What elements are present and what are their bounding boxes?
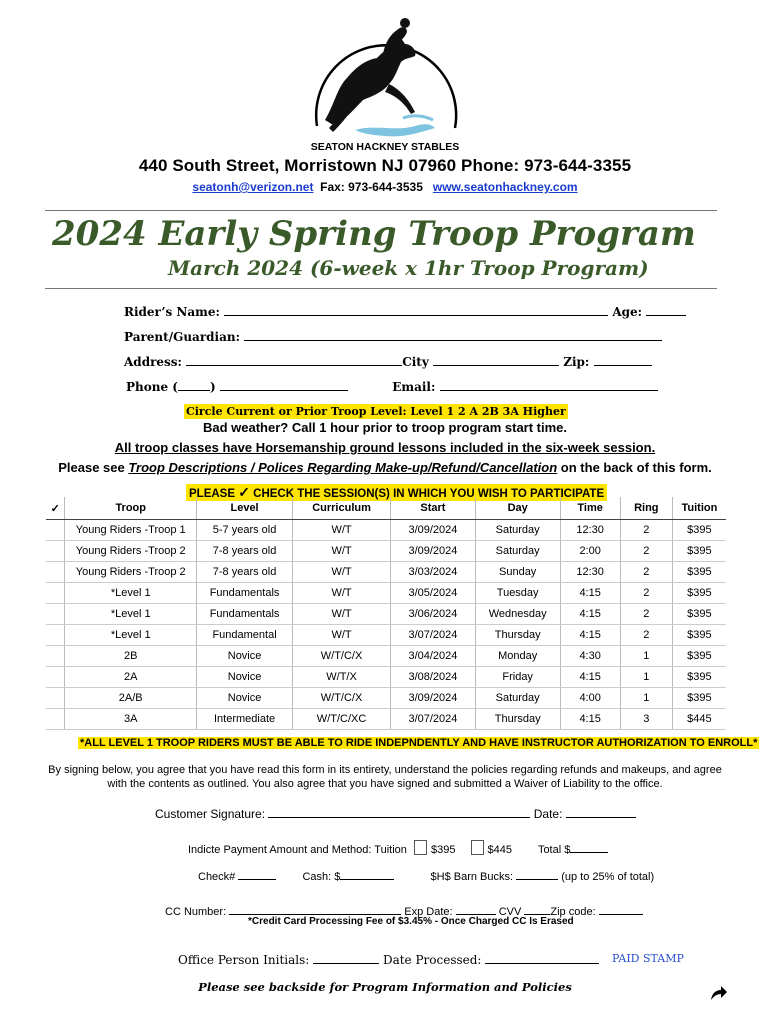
troop-schedule-table xyxy=(46,497,726,730)
circle-level-line: Circle Current or Prior Troop Level: Level 1 2 A 2B 3A Higher xyxy=(186,405,566,418)
check-header-prefix: PLEASE xyxy=(189,488,239,500)
check-number-label: Check# xyxy=(198,871,236,883)
cell-day: Thursday xyxy=(475,625,560,646)
logo-text: SEATON HACKNEY STABLES xyxy=(310,141,460,153)
cell-day: Sunday xyxy=(475,562,560,583)
table-header-row xyxy=(46,497,726,520)
check-number-field[interactable] xyxy=(238,868,276,880)
table-row xyxy=(46,667,726,688)
session-checkbox-cell[interactable] xyxy=(46,562,65,583)
phone-field[interactable] xyxy=(220,379,348,391)
cc-exp-field[interactable] xyxy=(456,903,496,915)
table-row xyxy=(46,625,726,646)
cc-zip-label: Zip code: xyxy=(550,906,596,918)
cc-cvv-field[interactable] xyxy=(524,903,550,915)
fax-number: Fax: 973-644-3535 xyxy=(320,180,423,194)
checkmark-icon: ✓ xyxy=(238,484,250,500)
cell-time: 4:15 xyxy=(560,667,620,688)
signature-date-label: Date: xyxy=(533,807,563,821)
col-day: Day xyxy=(475,497,560,520)
rider-name-label: Rider’s Name: xyxy=(124,305,220,319)
age-label: Age: xyxy=(612,305,643,319)
phone-label: Phone ( xyxy=(126,380,178,394)
office-row xyxy=(178,952,599,967)
total-label: Total $ xyxy=(537,844,571,856)
backside-note: Please see backside for Program Information and Policies xyxy=(198,980,572,994)
table-row xyxy=(46,646,726,667)
website-link[interactable]: www.seatonhackney.com xyxy=(432,180,578,194)
session-checkbox-cell[interactable] xyxy=(46,646,65,667)
email-field[interactable] xyxy=(440,379,658,391)
ground-lessons-note: All troop classes have Horsemanship ground lessons included in the six-week session. xyxy=(114,440,656,455)
contact-line xyxy=(0,180,770,194)
cell-time: 4:15 xyxy=(560,604,620,625)
cell-curriculum: W/T xyxy=(293,541,391,562)
cell-curriculum: W/T xyxy=(293,583,391,604)
turn-page-arrow-icon[interactable] xyxy=(708,983,728,1003)
cell-curriculum: W/T/C/X xyxy=(293,688,391,709)
phone-paren: ) xyxy=(209,380,216,394)
tuition-395-label: $395 xyxy=(430,844,456,856)
cell-troop: 2B xyxy=(65,646,197,667)
cell-start: 3/05/2024 xyxy=(391,583,476,604)
date-processed-label: Date Processed: xyxy=(382,953,482,967)
session-checkbox-cell[interactable] xyxy=(46,709,65,730)
cell-level: Fundamentals xyxy=(197,583,293,604)
cell-ring: 1 xyxy=(620,646,672,667)
address-label: Address: xyxy=(124,355,182,369)
title-divider xyxy=(45,288,717,289)
payment-label: Indicte Payment Amount and Method: Tuition xyxy=(188,844,407,856)
cell-tuition: $395 xyxy=(672,562,726,583)
cell-start: 3/09/2024 xyxy=(391,688,476,709)
parent-label: Parent/Guardian: xyxy=(124,330,241,344)
rider-name-row xyxy=(124,304,686,319)
cell-curriculum: W/T xyxy=(293,604,391,625)
cell-time: 4:00 xyxy=(560,688,620,709)
tuition-445-label: $445 xyxy=(487,844,513,856)
cell-start: 3/04/2024 xyxy=(391,646,476,667)
cell-time: 12:30 xyxy=(560,562,620,583)
agreement-text: By signing below, you agree that you have read this form in its entirety, understand the policies regarding refunds and makeups, and agree with the contents as outlined. You also agree that you have signed and submitted a Waiver of Liability to the office. xyxy=(48,764,722,790)
cell-ring: 2 xyxy=(620,583,672,604)
cell-tuition: $395 xyxy=(672,667,726,688)
cell-day: Monday xyxy=(475,646,560,667)
cell-level: 7-8 years old xyxy=(197,562,293,583)
cell-troop: 3A xyxy=(65,709,197,730)
cell-troop: Young Riders -Troop 2 xyxy=(65,562,197,583)
session-checkbox-cell[interactable] xyxy=(46,688,65,709)
office-initials-label: Office Person Initials: xyxy=(178,953,310,967)
bad-weather-note: Bad weather? Call 1 hour prior to troop program start time. xyxy=(202,420,568,435)
cell-day: Saturday xyxy=(475,541,560,562)
cc-number-label: CC Number: xyxy=(165,906,227,918)
session-checkbox-cell[interactable] xyxy=(46,604,65,625)
cell-level: 5-7 years old xyxy=(197,520,293,541)
address-field[interactable] xyxy=(186,354,402,366)
cell-tuition: $395 xyxy=(672,583,726,604)
cell-tuition: $395 xyxy=(672,604,726,625)
top-divider xyxy=(45,210,717,211)
cash-label: Cash: $ xyxy=(302,871,341,883)
paid-stamp-label: PAID STAMP xyxy=(612,952,684,965)
city-label: City xyxy=(402,355,429,369)
signature-label: Customer Signature: xyxy=(155,807,266,821)
session-checkbox-cell[interactable] xyxy=(46,541,65,562)
parent-field[interactable] xyxy=(244,329,662,341)
cell-start: 3/07/2024 xyxy=(391,709,476,730)
cell-tuition: $395 xyxy=(672,688,726,709)
payment-row xyxy=(188,840,608,856)
date-processed-field[interactable] xyxy=(485,952,599,964)
zip-field[interactable] xyxy=(594,354,652,366)
cell-ring: 2 xyxy=(620,541,672,562)
cc-cvv-label: CVV xyxy=(498,906,522,918)
cell-start: 3/03/2024 xyxy=(391,562,476,583)
cell-troop: 2A xyxy=(65,667,197,688)
area-code-field[interactable] xyxy=(178,379,210,391)
col-level: Level xyxy=(197,497,293,520)
address-line: 440 South Street, Morristown NJ 07960 Phone: 973-644-3355 xyxy=(138,156,632,175)
cell-level: Intermediate xyxy=(197,709,293,730)
phone-row xyxy=(126,379,658,394)
cell-level: 7-8 years old xyxy=(197,541,293,562)
cell-tuition: $395 xyxy=(672,520,726,541)
policies-link: Troop Descriptions / Polices Regarding Make-up/Refund/Cancellation xyxy=(128,460,558,475)
col-troop: Troop xyxy=(65,497,197,520)
cell-level: Novice xyxy=(197,667,293,688)
tuition-445-checkbox[interactable] xyxy=(471,840,484,855)
cell-day: Thursday xyxy=(475,709,560,730)
signature-date-field[interactable] xyxy=(566,806,636,818)
cell-troop: *Level 1 xyxy=(65,625,197,646)
cell-level: Fundamentals xyxy=(197,604,293,625)
table-row xyxy=(46,520,726,541)
session-checkbox-cell[interactable] xyxy=(46,625,65,646)
cell-ring: 2 xyxy=(620,562,672,583)
session-checkbox-cell[interactable] xyxy=(46,667,65,688)
cell-tuition: $445 xyxy=(672,709,726,730)
level1-notice: *ALL LEVEL 1 TROOP RIDERS MUST BE ABLE TO RIDE INDEPNDENTLY AND HAVE INSTRUCTOR AUTHORIZATION TO ENROLL* xyxy=(80,737,758,749)
cell-time: 2:00 xyxy=(560,541,620,562)
cell-ring: 2 xyxy=(620,625,672,646)
col-tuition: Tuition xyxy=(672,497,726,520)
cell-time: 4:30 xyxy=(560,646,620,667)
cell-level: Novice xyxy=(197,688,293,709)
cell-time: 4:15 xyxy=(560,709,620,730)
cell-start: 3/06/2024 xyxy=(391,604,476,625)
barn-bucks-field[interactable] xyxy=(516,868,558,880)
total-field[interactable] xyxy=(570,841,608,853)
cell-time: 12:30 xyxy=(560,520,620,541)
cell-day: Saturday xyxy=(475,520,560,541)
col-ring: Ring xyxy=(620,497,672,520)
cell-troop: Young Riders -Troop 1 xyxy=(65,520,197,541)
cell-start: 3/08/2024 xyxy=(391,667,476,688)
cell-curriculum: W/T xyxy=(293,625,391,646)
cc-fee-note: *Credit Card Processing Fee of $3.45% - Once Charged CC Is Erased xyxy=(248,916,574,927)
cell-start: 3/09/2024 xyxy=(391,520,476,541)
table-row xyxy=(46,688,726,709)
tuition-395-checkbox[interactable] xyxy=(414,840,427,855)
cc-number-field[interactable] xyxy=(229,903,401,915)
cell-curriculum: W/T/X xyxy=(293,667,391,688)
please-see-suffix: on the back of this form. xyxy=(557,460,712,475)
page-title: 2024 Early Spring Troop Program xyxy=(52,214,696,254)
cell-troop: 2A/B xyxy=(65,688,197,709)
please-see-prefix: Please see xyxy=(58,460,129,475)
cell-ring: 1 xyxy=(620,688,672,709)
zip-label: Zip: xyxy=(563,355,590,369)
barn-bucks-note: (up to 25% of total) xyxy=(561,871,655,883)
cell-start: 3/07/2024 xyxy=(391,625,476,646)
email-link[interactable]: seatonh@verizon.net xyxy=(192,180,314,194)
cell-level: Novice xyxy=(197,646,293,667)
table-row xyxy=(46,562,726,583)
session-checkbox-cell[interactable] xyxy=(46,520,65,541)
cell-curriculum: W/T xyxy=(293,520,391,541)
cell-day: Friday xyxy=(475,667,560,688)
cc-exp-label: Exp Date: xyxy=(404,906,453,918)
cell-ring: 2 xyxy=(620,520,672,541)
signature-field[interactable] xyxy=(268,806,530,818)
col-start: Start xyxy=(391,497,476,520)
cell-day: Wednesday xyxy=(475,604,560,625)
cell-troop: *Level 1 xyxy=(65,583,197,604)
cell-time: 4:15 xyxy=(560,625,620,646)
rider-name-field[interactable] xyxy=(224,304,608,316)
cell-day: Tuesday xyxy=(475,583,560,604)
please-see-note xyxy=(0,460,770,475)
cell-start: 3/09/2024 xyxy=(391,541,476,562)
cell-level: Fundamental xyxy=(197,625,293,646)
cell-ring: 1 xyxy=(620,667,672,688)
cell-day: Saturday xyxy=(475,688,560,709)
cell-curriculum: W/T/C/XC xyxy=(293,709,391,730)
check-header-suffix: CHECK THE SESSION(S) IN WHICH YOU WISH TO PARTICIPATE xyxy=(249,488,605,500)
page-subtitle: March 2024 (6-week x 1hr Troop Program) xyxy=(168,256,649,280)
cell-troop: *Level 1 xyxy=(65,604,197,625)
col-curriculum: Curriculum xyxy=(293,497,391,520)
cc-zip-field[interactable] xyxy=(599,903,643,915)
cell-time: 4:15 xyxy=(560,583,620,604)
table-row xyxy=(46,709,726,730)
email-label: Email: xyxy=(392,380,436,394)
parent-row xyxy=(124,329,662,344)
address-row xyxy=(124,354,652,369)
stable-logo xyxy=(285,8,485,156)
payment-method-row xyxy=(198,868,654,883)
cell-ring: 2 xyxy=(620,604,672,625)
col-time: Time xyxy=(560,497,620,520)
cash-field[interactable] xyxy=(340,868,394,880)
office-initials-field[interactable] xyxy=(313,952,379,964)
cell-tuition: $395 xyxy=(672,646,726,667)
cell-ring: 3 xyxy=(620,709,672,730)
table-row xyxy=(46,541,726,562)
table-row xyxy=(46,583,726,604)
cell-curriculum: W/T xyxy=(293,562,391,583)
age-field[interactable] xyxy=(646,304,686,316)
cell-tuition: $395 xyxy=(672,625,726,646)
cell-troop: Young Riders -Troop 2 xyxy=(65,541,197,562)
signature-row xyxy=(155,806,636,821)
session-checkbox-cell[interactable] xyxy=(46,583,65,604)
cell-tuition: $395 xyxy=(672,541,726,562)
cell-curriculum: W/T/C/X xyxy=(293,646,391,667)
city-field[interactable] xyxy=(433,354,559,366)
check-column-header: ✓ xyxy=(46,497,65,520)
barn-bucks-label: $H$ Barn Bucks: xyxy=(430,871,514,883)
table-row xyxy=(46,604,726,625)
